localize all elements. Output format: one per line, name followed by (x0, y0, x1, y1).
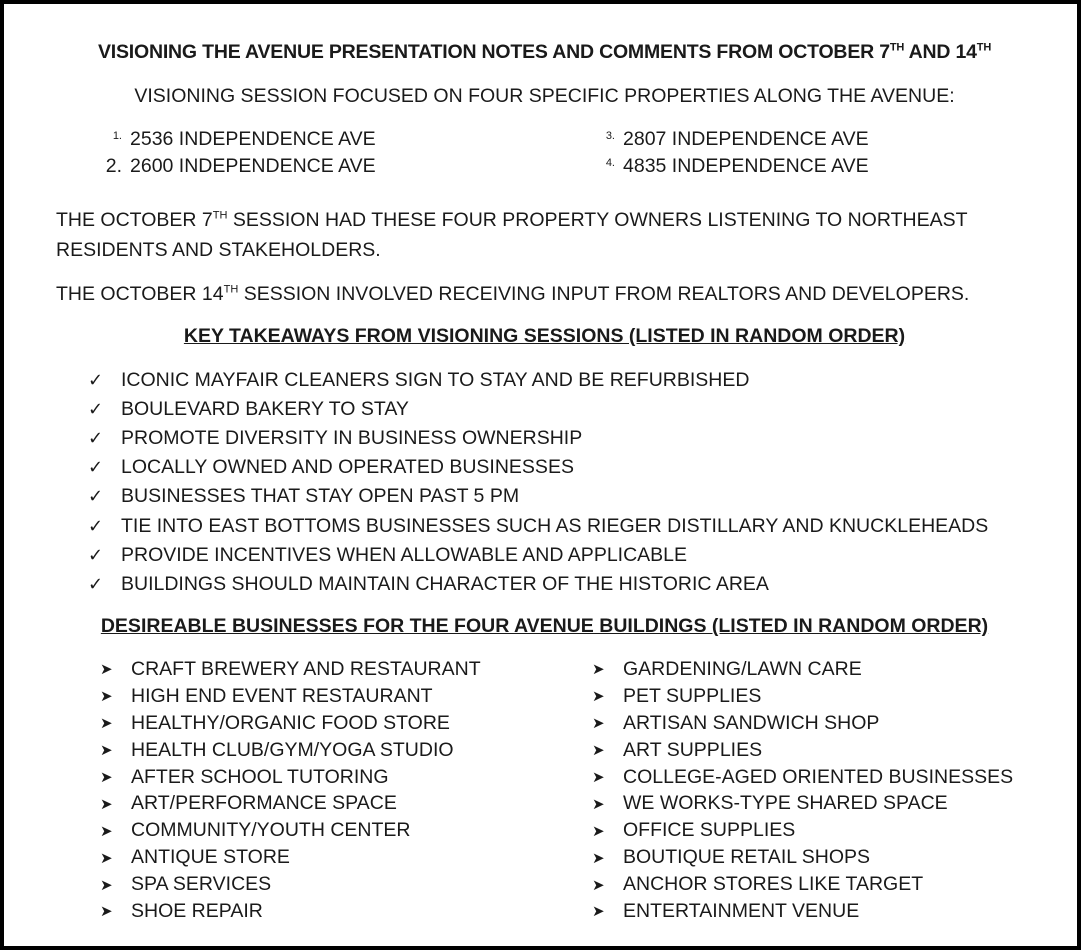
business-item-text: ARTISAN SANDWICH SHOP (623, 711, 880, 734)
business-item (592, 656, 1013, 683)
business-item (100, 898, 481, 925)
arrow-bullet-icon: ➤ (100, 661, 113, 679)
property-address: 2600 INDEPENDENCE AVE (130, 155, 376, 177)
checkmark-icon: ✓ (88, 370, 104, 391)
business-item (592, 844, 1013, 871)
paragraph-superscript: TH (212, 209, 228, 222)
business-item-text: AFTER SCHOOL TUTORING (131, 765, 389, 788)
arrow-bullet-icon: ➤ (592, 715, 605, 733)
property-number: 4. (605, 157, 615, 169)
property-address: 2807 INDEPENDENCE AVE (623, 128, 869, 150)
business-item (100, 871, 481, 898)
business-item (100, 710, 481, 737)
property-number: 1. (112, 130, 122, 142)
arrow-bullet-icon: ➤ (592, 742, 605, 760)
paragraph-text: THE OCTOBER 7 (56, 209, 213, 231)
arrow-bullet-icon: ➤ (100, 688, 113, 706)
business-item (100, 764, 481, 791)
business-item (592, 764, 1013, 791)
session-two-paragraph (56, 279, 1046, 309)
arrow-bullet-icon: ➤ (592, 661, 605, 679)
businesses-list-right (592, 656, 1013, 925)
business-item-text: COLLEGE-AGED ORIENTED BUSINESSES (623, 765, 1014, 788)
property-address: 2536 INDEPENDENCE AVE (130, 128, 376, 150)
arrow-bullet-icon: ➤ (592, 876, 605, 894)
business-item-text: OFFICE SUPPLIES (623, 819, 796, 842)
takeaway-item (88, 482, 988, 511)
session-one-paragraph (56, 205, 1046, 265)
businesses-heading: DESIREABLE BUSINESSES FOR THE FOUR AVENUE BUILDINGS (LISTED IN RANDOM ORDER) (100, 615, 989, 637)
property-item (90, 155, 376, 178)
business-item-text: CRAFT BREWERY AND RESTAURANT (131, 657, 481, 680)
title-superscript: TH (976, 41, 992, 54)
arrow-bullet-icon: ➤ (592, 849, 605, 867)
business-item (100, 817, 481, 844)
business-item-text: COMMUNITY/YOUTH CENTER (131, 819, 411, 842)
arrow-bullet-icon: ➤ (100, 769, 113, 786)
document-subtitle: VISIONING SESSION FOCUSED ON FOUR SPECIFIC PROPERTIES ALONG THE AVENUE: (134, 85, 955, 107)
paragraph-text: SESSION INVOLVED RECEIVING INPUT FROM REALTORS AND DEVELOPERS. (238, 283, 970, 305)
business-item (592, 737, 1013, 764)
business-item (592, 898, 1013, 925)
checkmark-icon: ✓ (88, 544, 104, 565)
business-item-text: SHOE REPAIR (131, 899, 263, 922)
checkmark-icon: ✓ (88, 515, 104, 536)
business-item-text: HEALTHY/ORGANIC FOOD STORE (131, 711, 450, 734)
business-item-text: SPA SERVICES (131, 873, 272, 896)
takeaway-item-text: BUILDINGS SHOULD MAINTAIN CHARACTER OF THE HISTORIC AREA (121, 572, 769, 595)
takeaway-item-text: TIE INTO EAST BOTTOMS BUSINESSES SUCH AS RIEGER DISTILLARY AND KNUCKLEHEADS (121, 514, 989, 537)
property-item (90, 128, 376, 151)
business-item-text: ANTIQUE STORE (131, 846, 290, 869)
property-address: 4835 INDEPENDENCE AVE (623, 155, 869, 177)
takeaway-item (88, 453, 988, 482)
title-superscript: TH (889, 41, 905, 54)
business-item-text: PET SUPPLIES (623, 684, 762, 707)
business-item-text: HIGH END EVENT RESTAURANT (131, 684, 433, 707)
arrow-bullet-icon: ➤ (100, 822, 113, 840)
takeaway-item (88, 366, 988, 395)
takeaways-list (88, 366, 988, 599)
arrow-bullet-icon: ➤ (592, 769, 605, 786)
document-title (4, 41, 1081, 64)
takeaway-item-text: ICONIC MAYFAIR CLEANERS SIGN TO STAY AND BE REFURBISHED (121, 369, 750, 392)
takeaways-heading: KEY TAKEAWAYS FROM VISIONING SESSIONS (LISTED IN RANDOM ORDER) (183, 325, 906, 347)
business-item (592, 710, 1013, 737)
arrow-bullet-icon: ➤ (592, 795, 605, 813)
takeaway-item (88, 570, 988, 599)
takeaway-item (88, 541, 988, 570)
arrow-bullet-icon: ➤ (100, 715, 113, 733)
takeaway-item (88, 395, 988, 424)
arrow-bullet-icon: ➤ (100, 849, 113, 867)
property-number: 3. (605, 130, 615, 142)
arrow-bullet-icon: ➤ (100, 742, 113, 760)
business-item-text: GARDENING/LAWN CARE (623, 657, 862, 680)
arrow-bullet-icon: ➤ (592, 688, 605, 706)
paragraph-text: THE OCTOBER 14 (56, 283, 224, 305)
title-text: VISIONING THE AVENUE PRESENTATION NOTES AND COMMENTS FROM OCTOBER 7 (97, 41, 890, 63)
business-item (100, 683, 481, 710)
checkmark-icon: ✓ (88, 486, 104, 507)
business-item (100, 790, 481, 817)
business-item (592, 871, 1013, 898)
business-item-text: HEALTH CLUB/GYM/YOGA STUDIO (131, 738, 454, 761)
checkmark-icon: ✓ (88, 428, 104, 449)
arrow-bullet-icon: ➤ (592, 903, 605, 921)
business-item (100, 656, 481, 683)
arrow-bullet-icon: ➤ (100, 795, 113, 813)
title-text-continued: AND 14 (904, 41, 977, 63)
business-item-text: ART/PERFORMANCE SPACE (131, 792, 397, 815)
takeaway-item-text: PROMOTE DIVERSITY IN BUSINESS OWNERSHIP (121, 427, 583, 450)
takeaway-item-text: LOCALLY OWNED AND OPERATED BUSINESSES (121, 456, 574, 479)
paragraph-superscript: TH (223, 283, 239, 296)
businesses-list-left (100, 656, 481, 925)
checkmark-icon: ✓ (88, 457, 104, 478)
checkmark-icon: ✓ (88, 573, 104, 594)
takeaway-item (88, 424, 988, 453)
takeaway-item-text: BUSINESSES THAT STAY OPEN PAST 5 PM (121, 485, 520, 508)
business-item (592, 683, 1013, 710)
paragraph-text: SESSION HAD THESE FOUR PROPERTY OWNERS LISTENING TO NORTHEAST RESIDENTS AND STAKEHOLDERS. (56, 209, 968, 261)
property-item (583, 155, 869, 178)
business-item (100, 844, 481, 871)
business-item-text: ART SUPPLIES (623, 738, 763, 761)
business-item-text: WE WORKS-TYPE SHARED SPACE (623, 792, 948, 815)
business-item (100, 737, 481, 764)
business-item-text: ANCHOR STORES LIKE TARGET (623, 873, 924, 896)
business-item (592, 790, 1013, 817)
arrow-bullet-icon: ➤ (100, 876, 113, 894)
takeaway-item-text: BOULEVARD BAKERY TO STAY (121, 398, 409, 421)
property-number: 2. (105, 155, 122, 177)
business-item-text: ENTERTAINMENT VENUE (623, 899, 860, 922)
checkmark-icon: ✓ (88, 399, 104, 420)
arrow-bullet-icon: ➤ (592, 822, 605, 840)
takeaway-item-text: PROVIDE INCENTIVES WHEN ALLOWABLE AND APPLICABLE (121, 543, 688, 566)
business-item-text: BOUTIQUE RETAIL SHOPS (623, 846, 871, 869)
property-item (583, 128, 869, 151)
arrow-bullet-icon: ➤ (100, 903, 113, 921)
takeaway-item (88, 511, 988, 540)
business-item (592, 817, 1013, 844)
